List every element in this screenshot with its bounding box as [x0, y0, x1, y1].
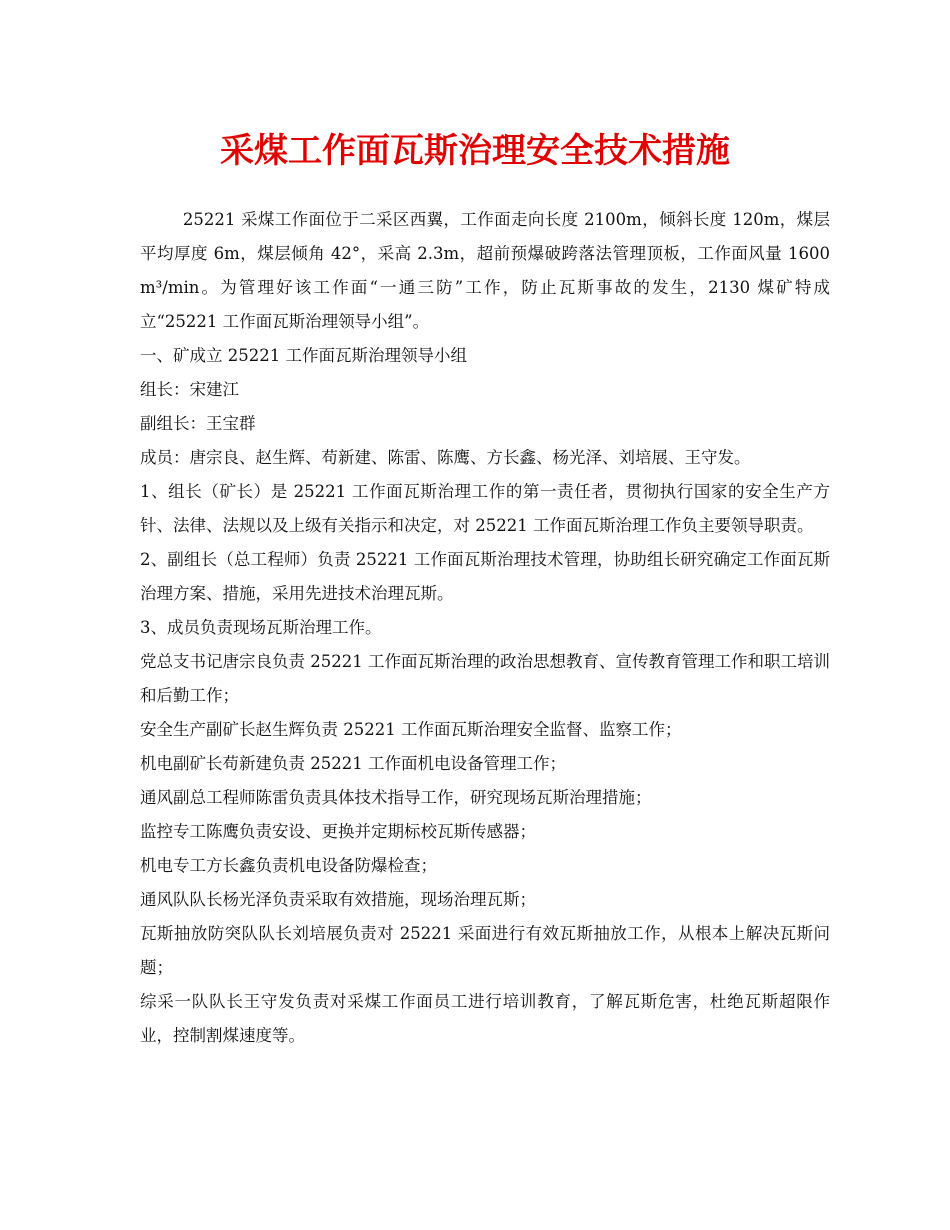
members-line: 成员：唐宗良、赵生辉、苟新建、陈雷、陈鹰、方长鑫、杨光泽、刘培展、王守发。	[140, 448, 751, 467]
document-body	[140, 203, 830, 1053]
member-duty-paragraph: 监控专工陈鹰负责安设、更换并定期标校瓦斯传感器；	[140, 822, 536, 841]
intro-paragraph: 25221 采煤工作面位于二采区西翼，工作面走向长度 2100m，倾斜长度 120m，煤层平均厚度 6m，煤层倾角 42°，采高 2.3m，超前预爆破跨落法管理顶板，工作面风量 1600 m³/min。为管理好该工作面“一通三防”工作，防止瓦斯事故的发生，2130 煤矿特成立“25221 工作面瓦斯治理领导小组”。	[140, 210, 830, 331]
group-leader-line: 组长：宋建江	[140, 380, 239, 399]
member-duty-paragraph: 通风队队长杨光泽负责采取有效措施，现场治理瓦斯；	[140, 890, 536, 909]
duty-item-1: 1、组长（矿长）是 25221 工作面瓦斯治理工作的第一责任者，贯彻执行国家的安全生产方针、法律、法规以及上级有关指示和决定，对 25221 工作面瓦斯治理工作负主要领导职责。	[140, 482, 830, 535]
section-heading: 一、矿成立 25221 工作面瓦斯治理领导小组	[140, 346, 467, 365]
member-duty-paragraph: 党总支书记唐宗良负责 25221 工作面瓦斯治理的政治思想教育、宣传教育管理工作和职工培训和后勤工作；	[140, 652, 830, 705]
member-duty-paragraph: 综采一队队长王守发负责对采煤工作面员工进行培训教育，了解瓦斯危害，杜绝瓦斯超限作业，控制割煤速度等。	[140, 992, 830, 1045]
duty-item-2: 2、副组长（总工程师）负责 25221 工作面瓦斯治理技术管理，协助组长研究确定工作面瓦斯治理方案、措施，采用先进技术治理瓦斯。	[140, 550, 830, 603]
member-duty-paragraph: 瓦斯抽放防突队队长刘培展负责对 25221 采面进行有效瓦斯抽放工作，从根本上解决瓦斯问题；	[140, 924, 830, 977]
document-title: 采煤工作面瓦斯治理安全技术措施	[220, 131, 730, 171]
duty-item-3: 3、成员负责现场瓦斯治理工作。	[140, 618, 382, 637]
deputy-leader-line: 副组长：王宝群	[140, 414, 256, 433]
member-duty-paragraph: 安全生产副矿长赵生辉负责 25221 工作面瓦斯治理安全监督、监察工作；	[140, 720, 682, 739]
member-duty-paragraph: 机电副矿长苟新建负责 25221 工作面机电设备管理工作；	[140, 754, 566, 773]
member-duty-paragraph: 机电专工方长鑫负责机电设备防爆检查；	[140, 856, 437, 875]
member-duty-paragraph: 通风副总工程师陈雷负责具体技术指导工作，研究现场瓦斯治理措施；	[140, 788, 652, 807]
